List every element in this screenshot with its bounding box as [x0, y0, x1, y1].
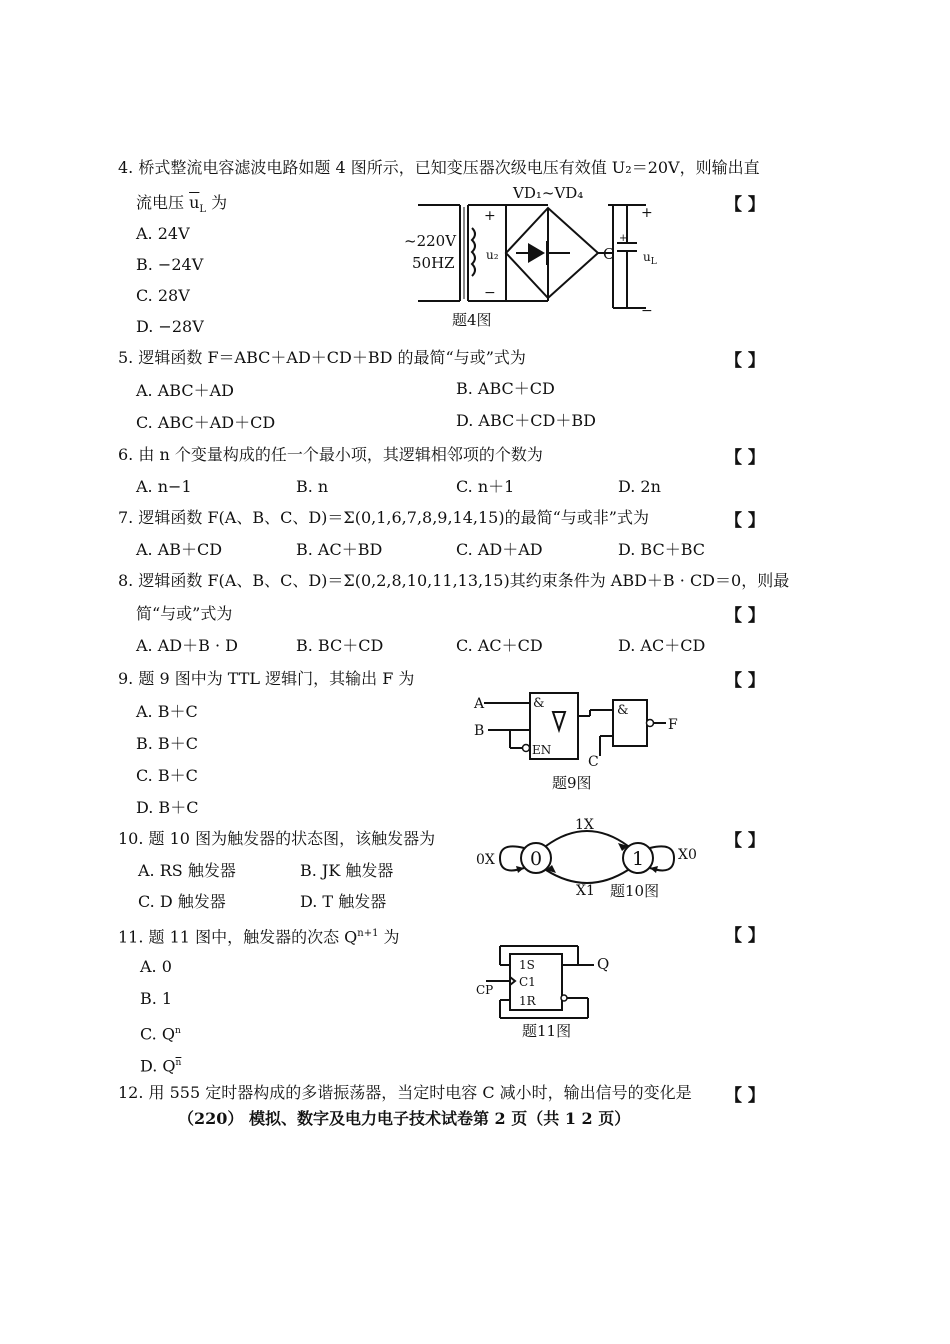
- q4-plus-right: +: [641, 205, 653, 221]
- q8-stem-line2: 简“与或”式为: [136, 604, 233, 623]
- q11-stem-prefix: 11. 题 11 图中，触发器的次态 Q: [118, 927, 358, 947]
- q11-flip-flop-diagram: [472, 938, 642, 1043]
- q8-option-d[interactable]: D. AC＋CD: [618, 636, 706, 655]
- q9-en-label: EN: [532, 743, 552, 757]
- q10-option-c[interactable]: C. D 触发器: [138, 892, 226, 911]
- q10-state-1: 1: [632, 848, 645, 870]
- q4-source-frequency: 50HZ: [412, 254, 455, 272]
- q7-answer-bracket[interactable]: 【 】: [725, 511, 765, 531]
- q4-minus-left: −: [484, 285, 496, 301]
- q4-stem-suffix: 为: [206, 193, 228, 212]
- q4-cap-plus: +: [619, 233, 628, 244]
- q10-state-diagram: [472, 814, 707, 904]
- q11-option-c-sup: n: [174, 1026, 181, 1036]
- q11-option-d[interactable]: [140, 1053, 181, 1076]
- q8-stem-line1: 8. 逻辑函数 F(A、B、C、D)＝Σ(0,2,8,10,11,13,15)其约束条件为 ABD＋B · CD＝0，则最: [118, 571, 790, 590]
- q10-option-b[interactable]: B. JK 触发器: [300, 861, 394, 880]
- q9-ttl-gate-diagram: [470, 688, 690, 798]
- q9-input-b: B: [474, 723, 485, 739]
- q4-option-a[interactable]: A. 24V: [136, 224, 190, 243]
- q10-stem: 10. 题 10 图为触发器的状态图，该触发器为: [118, 829, 436, 848]
- q4-cap-label: C: [603, 245, 615, 263]
- q5-stem: 5. 逻辑函数 F＝ABC＋AD＋CD＋BD 的最简“与或”式为: [118, 348, 526, 367]
- q11-r-label: 1R: [519, 994, 536, 1008]
- q6-answer-bracket[interactable]: 【 】: [725, 448, 765, 468]
- q11-option-b[interactable]: B. 1: [140, 989, 173, 1008]
- q9-option-a[interactable]: A. B＋C: [136, 702, 198, 721]
- q10-figure-caption: 题10图: [610, 882, 660, 900]
- q11-figure-caption: 题11图: [522, 1022, 572, 1040]
- q10-transition-bottom: X1: [576, 883, 595, 899]
- q6-option-d[interactable]: D. 2n: [618, 477, 661, 496]
- q9-gate1-and-symbol: &: [533, 696, 545, 711]
- q4-ul-symbol: $\overline{u}$: [189, 193, 200, 212]
- q8-answer-bracket[interactable]: 【 】: [725, 606, 765, 626]
- q6-stem: 6. 由 n 个变量构成的任一个最小项，其逻辑相邻项的个数为: [118, 445, 543, 464]
- q10-self-loop-1: X0: [678, 847, 697, 863]
- q11-option-d-text: D. Q: [140, 1056, 176, 1076]
- q9-input-c: C: [588, 754, 599, 770]
- q11-c-label: C1: [519, 975, 536, 989]
- q11-option-a[interactable]: A. 0: [140, 957, 172, 976]
- q11-option-d-sup: n: [175, 1058, 182, 1068]
- q11-option-c-text: C. Q: [140, 1024, 175, 1044]
- q11-stem-suffix: 为: [378, 927, 400, 947]
- q11-stem: [118, 924, 400, 947]
- q7-option-c[interactable]: C. AD＋AD: [456, 540, 543, 559]
- q10-option-d[interactable]: D. T 触发器: [300, 892, 387, 911]
- q6-option-a[interactable]: A. n−1: [136, 477, 192, 496]
- q10-transition-top: 1X: [575, 817, 594, 833]
- q7-option-d[interactable]: D. BC＋BC: [618, 540, 706, 559]
- q5-option-c[interactable]: C. ABC＋AD＋CD: [136, 413, 276, 432]
- q9-option-b[interactable]: B. B＋C: [136, 734, 198, 753]
- q7-option-b[interactable]: B. AC＋BD: [296, 540, 383, 559]
- q9-stem: 9. 题 9 图中为 TTL 逻辑门，其输出 F 为: [118, 669, 415, 688]
- q9-input-a: A: [474, 696, 485, 712]
- q9-output-f: F: [668, 717, 678, 733]
- q11-option-c[interactable]: [140, 1021, 181, 1044]
- q4-figure-caption: 题4图: [452, 311, 492, 329]
- q10-self-loop-0: 0X: [476, 852, 495, 868]
- q11-cp-label: CP: [476, 983, 494, 997]
- q5-answer-bracket[interactable]: 【 】: [725, 351, 765, 371]
- q11-answer-bracket[interactable]: 【 】: [725, 926, 765, 946]
- q4-ul-sub: L: [199, 204, 207, 216]
- q4-u2-label: u₂: [486, 248, 499, 262]
- q12-stem: 12. 用 555 定时器构成的多谐振荡器，当定时电容 C 减小时，输出信号的变化是: [118, 1083, 692, 1102]
- q4-ul-label: $u_L$: [643, 250, 657, 267]
- q6-option-b[interactable]: B. n: [296, 477, 329, 496]
- q4-option-c[interactable]: C. 28V: [136, 286, 190, 305]
- q4-option-b[interactable]: B. −24V: [136, 255, 204, 274]
- q4-stem-prefix: 流电压: [136, 193, 190, 212]
- q5-option-d[interactable]: D. ABC＋CD＋BD: [456, 411, 596, 430]
- q6-option-c[interactable]: C. n＋1: [456, 477, 515, 496]
- q9-option-d[interactable]: D. B＋C: [136, 798, 199, 817]
- q11-s-label: 1S: [519, 958, 535, 972]
- q4-minus-right: −: [641, 303, 653, 319]
- q8-option-c[interactable]: C. AC＋CD: [456, 636, 543, 655]
- q4-vd-label: VD₁~VD₄: [513, 184, 584, 202]
- q5-option-a[interactable]: A. ABC＋AD: [136, 381, 234, 400]
- q10-option-a[interactable]: A. RS 触发器: [138, 861, 236, 880]
- q4-source-voltage: ~220V: [404, 232, 457, 250]
- q4-stem-line1: 4. 桥式整流电容滤波电路如题 4 图所示，已知变压器次级电压有效值 U₂＝20V，则输出直: [118, 158, 760, 177]
- q9-answer-bracket[interactable]: 【 】: [725, 671, 765, 691]
- q8-option-a[interactable]: A. AD＋B · D: [136, 636, 238, 655]
- q12-answer-bracket[interactable]: 【 】: [725, 1086, 765, 1106]
- q11-stem-sup: n+1: [357, 928, 379, 939]
- q8-option-b[interactable]: B. BC＋CD: [296, 636, 384, 655]
- q4-stem-line2: [136, 193, 227, 220]
- q10-state-0: 0: [530, 848, 543, 870]
- q9-gate2-and-symbol: &: [617, 703, 629, 718]
- q7-option-a[interactable]: A. AB＋CD: [136, 540, 223, 559]
- page-footer: （220） 模拟、数字及电力电子技术试卷第 2 页（共 1 2 页）: [178, 1109, 631, 1128]
- q4-plus-left: +: [484, 208, 496, 224]
- q7-stem: 7. 逻辑函数 F(A、B、C、D)＝Σ(0,1,6,7,8,9,14,15)的最简“与或非”式为: [118, 508, 649, 527]
- q4-bridge-rectifier-diagram: [398, 183, 668, 328]
- q10-answer-bracket[interactable]: 【 】: [725, 831, 765, 851]
- q4-option-d[interactable]: D. −28V: [136, 317, 204, 336]
- q9-option-c[interactable]: C. B＋C: [136, 766, 198, 785]
- q5-option-b[interactable]: B. ABC＋CD: [456, 379, 555, 398]
- q11-q-label: Q: [597, 955, 610, 973]
- q9-figure-caption: 题9图: [552, 774, 592, 792]
- q4-answer-bracket[interactable]: 【 】: [725, 195, 765, 215]
